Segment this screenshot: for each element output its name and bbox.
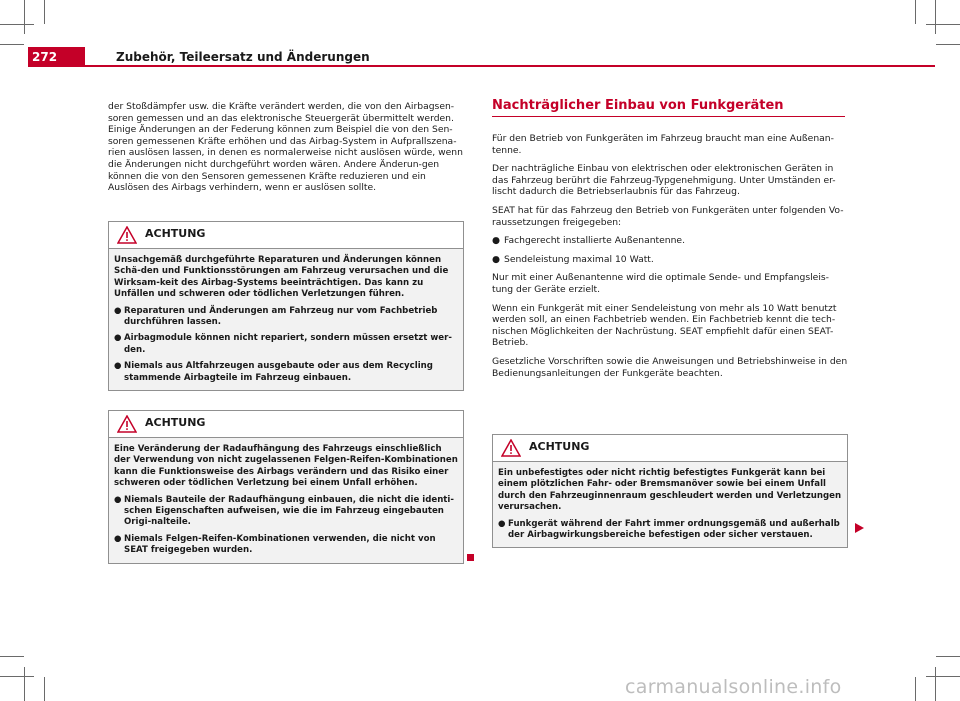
paragraph: Für den Betrieb von Funkgeräten im Fahrzeug braucht man eine Außenan-tenne. (492, 133, 834, 156)
page-header (28, 47, 935, 67)
warning-header (109, 222, 463, 248)
crop-mark (915, 677, 916, 701)
crop-mark (936, 44, 960, 45)
right-column (492, 133, 848, 386)
paragraph: Der nachträgliche Einbau von elektrischen oder elektronischen Geräten in das Fahrzeug berührt die Fahrzeug-Typgenehmigung. Unter Umständen er-lischt dadurch die Betriebserlaubnis für das Fahrzeug. (492, 163, 836, 198)
chapter-title: Zubehör, Teileersatz und Änderungen (116, 50, 370, 64)
crop-mark (926, 24, 960, 25)
list-item: ● Airbagmodule können nicht repariert, sondern müssen ersetzt wer-den. (114, 333, 452, 355)
warning-triangle-icon (117, 415, 137, 433)
crop-mark (0, 44, 24, 45)
warning-text: Unsachgemäß durchgeführte Reparaturen und Änderungen können Schä-den und Funktionsstörungen am Fahrzeug verursachen und die Wirksam-keit des Airbag-Systems beeinträchtigen. Das kann zu Unfällen und schweren oder tödlichen Verletzungen führen. (114, 255, 449, 300)
section-end-square-icon (467, 554, 474, 561)
crop-mark (44, 0, 45, 24)
warning-header (493, 435, 847, 461)
crop-mark (0, 676, 34, 677)
crop-mark (0, 24, 34, 25)
crop-mark (936, 656, 960, 657)
list-item: ● Sendeleistung maximal 10 Watt. (492, 253, 654, 265)
warning-body (493, 461, 847, 547)
paragraph: Nur mit einer Außenantenne wird die optimale Sende- und Empfangsleis-tung der Geräte erzielt. (492, 272, 829, 295)
warning-triangle-icon (117, 226, 137, 244)
crop-mark (24, 0, 25, 34)
warning-body (109, 437, 463, 563)
list-item: ● Niemals aus Altfahrzeugen ausgebaute oder aus dem Recycling stammende Airbagteile im Fahrzeug einbauen. (114, 361, 433, 383)
list-item: ● Reparaturen und Änderungen am Fahrzeug nur vom Fachbetrieb durchführen lassen. (114, 305, 438, 328)
paragraph: Wenn ein Funkgerät mit einer Sendeleistung von mehr als 10 Watt benutzt werden soll, an einen Fachbetrieb wenden. Ein Fachbetrieb kennt die tech-nischen Möglichkeiten der Nachrüstung. SEAT empfiehlt dafür einen SEAT-Betrieb. (492, 302, 837, 349)
warning-label: ACHTUNG (145, 227, 206, 240)
left-column (108, 101, 464, 216)
crop-mark (915, 0, 916, 24)
paragraph: SEAT hat für das Fahrzeug den Betrieb von Funkgeräten unter folgenden Vo-raussetzungen freigegeben: (492, 204, 844, 228)
crop-mark (0, 656, 24, 657)
warning-label: ACHTUNG (529, 440, 590, 453)
crop-mark (926, 676, 960, 677)
list-item: ● Fachgerecht installierte Außenantenne. (492, 235, 686, 247)
continue-arrow-icon (855, 523, 864, 533)
watermark: carmanualsonline.info (625, 676, 842, 698)
list-item: ● Niemals Felgen-Reifen-Kombinationen verwenden, die nicht von SEAT freigegeben wurden. (114, 533, 436, 556)
warning-text: Ein unbefestigtes oder nicht richtig befestigtes Funkgerät kann bei einem plötzlichen Fahr- oder Bremsmanöver sowie bei einem Unfall durch den Fahrzeuginnenraum geschleudert werden und Verletzungen verursachen. (498, 468, 842, 513)
crop-mark (24, 667, 25, 701)
crop-mark (935, 667, 936, 701)
warning-text: Eine Veränderung der Radaufhängung des Fahrzeugs einschließlich der Verwendung von nicht zugelassenen Felgen-Reifen-Kombinationen kann die Funktionsweise des Airbags verändern und das Risiko einer schweren oder tödlichen Verletzung bei einem Unfall erhöhen. (114, 444, 458, 489)
crop-mark (44, 677, 45, 701)
warning-box-1 (108, 221, 464, 391)
warning-box-2 (108, 410, 464, 564)
warning-box-3 (492, 434, 848, 548)
list-item: ● Niemals Bauteile der Radaufhängung einbauen, die nicht die identi-schen Eigenschaften aufweisen, wie die im Fahrzeug eingebauten Origi-nalteile. (114, 494, 454, 528)
warning-header (109, 411, 463, 437)
crop-mark (935, 0, 936, 34)
section-title: Nachträglicher Einbau von Funkgeräten (492, 98, 784, 113)
intro-paragraph: der Stoßdämpfer usw. die Kräfte verändert werden, die von den Airbagsen-soren gemessen und an das elektronische Steuergerät übermittelt werden. Einige Änderungen an der Federung können zum Beispiel die von den Sen-soren gemessenen Kräfte erhöhen und das Airbag-System in Aufprallszena-rien auslösen lassen, in denen es normalerweise nicht auslösen würde, wenn die Änderungen nicht durchgeführt worden wären. Andere Änderun-gen können die von den Sensoren gemessenen Kräfte reduzieren und ein Auslösen des Airbags verhindern, wenn er auslösen sollte. (108, 101, 463, 194)
page-number: 272 (28, 47, 85, 67)
paragraph: Gesetzliche Vorschriften sowie die Anweisungen und Betriebshinweise in den Bedienungsanleitungen der Funkgeräte beachten. (492, 355, 848, 379)
warning-body (109, 248, 463, 390)
warning-triangle-icon (501, 439, 521, 457)
warning-label: ACHTUNG (145, 416, 206, 429)
section-rule (492, 116, 845, 117)
list-item: ● Funkgerät während der Fahrt immer ordnungsgemäß und außerhalb der Airbagwirkungsbereiche befestigen oder sicher verstauen. (498, 518, 840, 541)
